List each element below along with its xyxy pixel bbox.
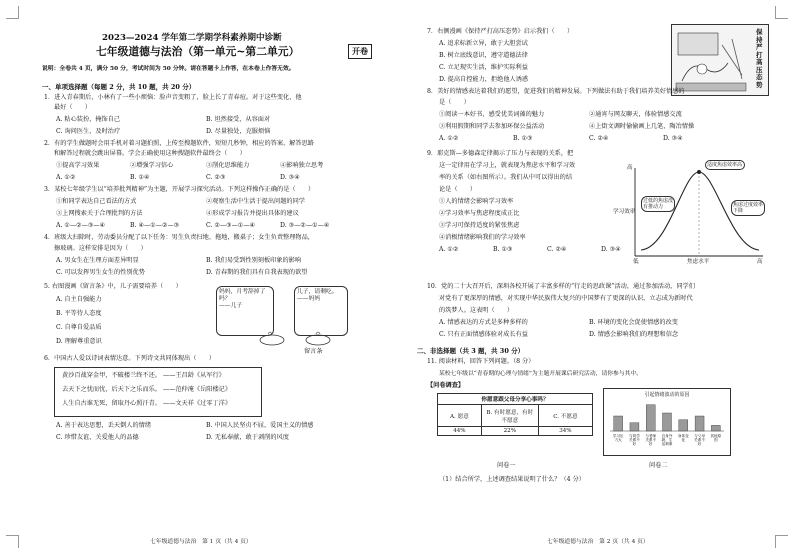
- crackdown-comic: [671, 24, 769, 96]
- question-5: 5. 右图漫画《留言条》中，儿子需要培养（ ）: [44, 283, 182, 290]
- question-9-cont: 论是（ ）: [439, 186, 477, 193]
- question-11-part-1: （1）结合所学，上述调查结果说明了什么？（4 分）: [439, 476, 585, 483]
- bowl-icon: [252, 330, 342, 348]
- exam-year-title: 2023—2024 学年第二学期学科素养期中诊断: [102, 33, 282, 43]
- note-from-son: [216, 286, 274, 336]
- question-3: 3．某校七年级学生以“培养批判精神”为主题，开展学习探究活动。下列这样操作正确的是（ ）: [44, 186, 315, 193]
- option-a: A. 粘心装扮，掩饰自己: [56, 116, 121, 123]
- statement-1: ①阅读一本好书，感受优美词藻的魅力: [439, 111, 545, 118]
- bar-chart-frame: [603, 388, 731, 456]
- chart-title: 引起情绪波动的原因: [644, 392, 690, 398]
- statement-4: ④形成学习报告并提出具体的建议: [206, 210, 299, 217]
- moderate-anxiety-bubble: 适度焦虑效率高: [705, 160, 745, 170]
- question-6: 6．中国古人爱以诗词表情达意。下列诗文共同体现出（ ）: [44, 355, 215, 362]
- option-d: D. 青春期的我们具有自我表现的欲望: [206, 269, 308, 276]
- page-footer: 七年级道德与法治 第 2 页（共 4 页）: [547, 539, 649, 545]
- x-tick-label: 其他原因: [710, 434, 722, 442]
- option-c: C. ②④: [589, 135, 609, 142]
- question-1-cont: 最好（ ）: [54, 104, 92, 111]
- statement-2: ②通宵与网友聊天，体验情感交流: [589, 111, 682, 118]
- option-d: D. ③④: [601, 246, 621, 253]
- exam-notice: 说明：全卷共 4 页，满分 50 分，考试时间为 50 分钟。请在答题卡上作答，在本卷上作答无效。: [42, 66, 295, 72]
- statement-4: ④上街文调时偷偷画上几笔，陶冶情操: [589, 123, 695, 130]
- statement-3: ③利用假期和同学去参加环保公益活动: [439, 123, 545, 130]
- option-c: C. 自尊自爱品质: [56, 324, 102, 331]
- note-signature: ——儿子: [219, 303, 243, 309]
- option-d: D. ③④: [663, 135, 683, 142]
- survey-label: 【问卷调查】: [427, 382, 465, 389]
- bar: [679, 420, 688, 431]
- y-axis-high-label: 高: [627, 165, 633, 171]
- option-c: C. 珍惜友谊，关爱他人的品德: [56, 434, 139, 441]
- bar: [695, 416, 704, 431]
- table-cell: A. 愿意: [438, 405, 482, 427]
- survey-table: [437, 393, 593, 436]
- option-b: B. 我们易受到性别刻板印象的影响: [206, 257, 302, 264]
- low-anxiety-bubble: 过低的焦虑没有推动力: [643, 198, 674, 210]
- option-d: D. ③—②—①—④: [280, 222, 330, 229]
- table-header: 你愿意跟父母分享心事吗？: [438, 394, 593, 405]
- option-d: D. 情感会影响我们的理想和信念: [589, 331, 679, 338]
- message-note-cartoon: [212, 286, 362, 358]
- x-tick-label: 学习压力大: [612, 434, 624, 442]
- option-a: A. 追求标新立异，敢于大胆尝试: [439, 40, 528, 47]
- crop-mark: [6, 535, 19, 548]
- option-c: C. 询问医生，及时治疗: [56, 128, 121, 135]
- statement-2: ②增强学习信心: [130, 162, 174, 169]
- x-tick-label: 与父母关系不好: [694, 434, 705, 446]
- option-a: A. ①②: [439, 135, 459, 142]
- option-b: B. ①④: [130, 174, 150, 181]
- poem-line: 黄沙百战穿金甲，不破楼兰终不还。 ——王昌龄《从军行》: [62, 372, 225, 379]
- option-d: D. ③④: [280, 174, 300, 181]
- table-cell: B. 有时愿意，有时不愿意: [481, 405, 538, 427]
- statement-3: ③削化思维能力: [206, 162, 250, 169]
- question-10: 10．党的二十大召开后，深圳各校开展了丰富多样的“行走的思政课”活动，通过参加活动，同学们: [427, 283, 695, 290]
- option-b: B. ④—①—②—③: [130, 222, 180, 229]
- x-tick-label: 自身外貌、生活琐事: [661, 434, 673, 446]
- question-10-cont: 的筑梦人。这表明（ ）: [439, 307, 514, 314]
- bar: [630, 423, 639, 431]
- crop-mark: [775, 6, 788, 19]
- question-1: 1．进入青春期后，小林有了一些小烦恼：脸声音变粗了，脸上长了青春痘。对于这些变化，他: [44, 94, 302, 101]
- crop-mark: [775, 535, 788, 548]
- poem-line: 人生自古谁无死，留取丹心照汗青。 ——文天祥《过零丁洋》: [62, 400, 232, 407]
- section-2-heading: 二、非选择题（共 3 题，共 30 分）: [417, 347, 525, 355]
- note-signature: ——妈妈: [297, 296, 321, 302]
- statement-4: ④消极情绪影响我们的学习效率: [439, 234, 526, 241]
- cartoon-caption: 留言条: [304, 348, 323, 355]
- option-b: B. ①③: [493, 246, 513, 253]
- high-anxiety-bubble: 焦虑过度效率下降: [733, 202, 764, 214]
- question-4: 4．班级大扫除时，劳动委员分配了以下任务：男生负责扫地、拖地，搬桌子；女生负责整理物品，: [44, 234, 314, 241]
- comic-caption: 保持严打高压态势: [756, 28, 763, 89]
- option-c: C. 可以发挥男生女生的性别优势: [56, 269, 145, 276]
- table-cell: C. 不愿意: [538, 405, 592, 427]
- option-b: B. 平等待人态度: [56, 310, 102, 317]
- note-from-mom: [294, 286, 348, 336]
- question-9: 9．耶克斯—多德森定律揭示了压力与表现的关系，把: [427, 150, 574, 157]
- statement-2: ②观察生活中生活于提出问题的同学: [206, 198, 305, 205]
- anxiety-efficiency-graph: [613, 160, 777, 268]
- survey-1-caption: 问卷一: [497, 462, 516, 469]
- crop-mark: [6, 6, 19, 19]
- option-a: A. ①②: [439, 246, 459, 253]
- comic-drawing-icon: [672, 25, 768, 95]
- bar-chart: [604, 399, 730, 453]
- option-c: C. ②④: [547, 246, 567, 253]
- open-book-tag: 开卷: [348, 44, 372, 59]
- question-8-cont: 是（ ）: [439, 99, 470, 106]
- question-10-cont: 对党有了更深厚的情感，对实现中华民族伟大复兴的中国梦有了更深的认识，立志成为新时代: [439, 295, 693, 302]
- question-11-intro: 某校七年级以“青春期的心理与情绪”为主题开展课后研究活动，请你参与其中。: [439, 371, 643, 377]
- statement-2: ②学习效率与焦虑程度成正比: [439, 210, 520, 217]
- x-axis-high-label: 高: [757, 259, 763, 265]
- bar: [711, 425, 720, 431]
- question-9-cont: 这一定律用在学习上，就表现为焦虑水平和学习效: [439, 162, 576, 169]
- option-a: A. ①②: [56, 174, 76, 181]
- option-b: B. 中国人民坚贞不屈，爱国主义的情感: [206, 422, 314, 429]
- table-cell: 22%: [481, 427, 538, 436]
- bar: [646, 405, 655, 431]
- option-b: B. 环境的变化会促使情感的改变: [589, 319, 678, 326]
- option-c: C. ②—③—①—④: [206, 222, 256, 229]
- exam-subject-title: 七年级道德与法治（第一单元~第二单元）: [96, 45, 300, 58]
- question-8: 8．美好的情感表达着我们的愿望，促进我们的精神发展。下列做法有助于我们培养美好情感的: [427, 88, 685, 95]
- option-c: C. 只有正面情感体验对成长有益: [439, 331, 528, 338]
- survey-2-caption: 问卷二: [649, 462, 668, 469]
- option-a: A. 善于表达思想，丢天倒人的情绪: [56, 422, 152, 429]
- statement-4: ④影响独立思考: [280, 162, 324, 169]
- x-axis-label: 焦虑水平: [687, 259, 710, 265]
- bar: [614, 416, 623, 431]
- question-7: 7．右侧漫画《保持严打高压态势》启示我们（ ）: [427, 28, 574, 35]
- x-tick-label: 身体变化: [677, 434, 689, 442]
- statement-1: ①人的情绪会影响学习效率: [439, 198, 514, 205]
- bar: [663, 413, 672, 431]
- option-b: B. ①③: [513, 135, 533, 142]
- statement-3: ③上网搜索关于合理批判的方法: [56, 210, 143, 217]
- option-a: A. 男女生在生理方面差异明显: [56, 257, 139, 264]
- right-page: [397, 0, 794, 554]
- statement-1: ①和同学表达自己看法的方式: [56, 198, 137, 205]
- option-c: C. 立足现实生活，维护实际利益: [439, 64, 528, 71]
- x-axis-low-label: 低: [633, 259, 639, 265]
- option-a: A. 自主自强能力: [56, 296, 102, 303]
- x-tick-label: 与老师关系不好: [645, 434, 657, 446]
- option-a: A. ①—②—③—④: [56, 222, 106, 229]
- option-a: A. 情感表达的方式是多种多样的: [439, 319, 528, 326]
- question-9-cont: 率的关系（如右图所示）。我们从中可以得出的结: [439, 174, 573, 181]
- section-1-heading: 一、单项选择题（每题 2 分，共 10 题，共 20 分）: [42, 83, 196, 91]
- note-text: 妈妈，月考辞掉了吗？: [219, 289, 266, 302]
- option-b: B. 树立底线意识，遵守道德法律: [439, 52, 528, 59]
- question-11: 11. 阅读材料，回答下列问题。（8 分）: [427, 358, 535, 365]
- option-d: D. 提高自控能力，拒绝他人诱惑: [439, 76, 529, 83]
- option-b: B. 坦然接受，从容面对: [206, 116, 271, 123]
- option-d: D. 尽量独处，克服烦恼: [206, 128, 271, 135]
- statement-1: ①提高学习效果: [56, 162, 100, 169]
- table-cell: 34%: [538, 427, 592, 436]
- question-4-cont: 擦玻璃。这样安排是因为（ ）: [54, 245, 147, 252]
- table-cell: 44%: [438, 427, 482, 436]
- statement-3: ③学习可保持适度的紧张焦虑: [439, 222, 520, 229]
- option-c: C. ②③: [206, 174, 226, 181]
- option-d: D. 无私奉献，敢于剥削的风度: [206, 434, 289, 441]
- x-tick-label: 与同学关系不好: [629, 434, 640, 446]
- page-footer: 七年级道德与法治 第 1 页（共 4 页）: [150, 539, 252, 545]
- y-axis-label: 学习效率: [613, 209, 636, 215]
- question-2-cont: 和解答过程就会跳出屏幕。学会正确使用这种搜题软件最终会（ ）: [54, 150, 246, 157]
- question-2: 2．有的学生做题时会用手机对着习题拍照，上传至搜题软件，短短几秒钟，相应的答案、解答思路: [44, 140, 314, 147]
- note-text: 儿子，请剩吃。: [297, 289, 338, 295]
- option-d: D. 理解尊重意识: [56, 338, 102, 345]
- poem-line: 去天下之忧而忧，后天下之乐而乐。 ——范仲淹《岳阳楼记》: [62, 386, 232, 393]
